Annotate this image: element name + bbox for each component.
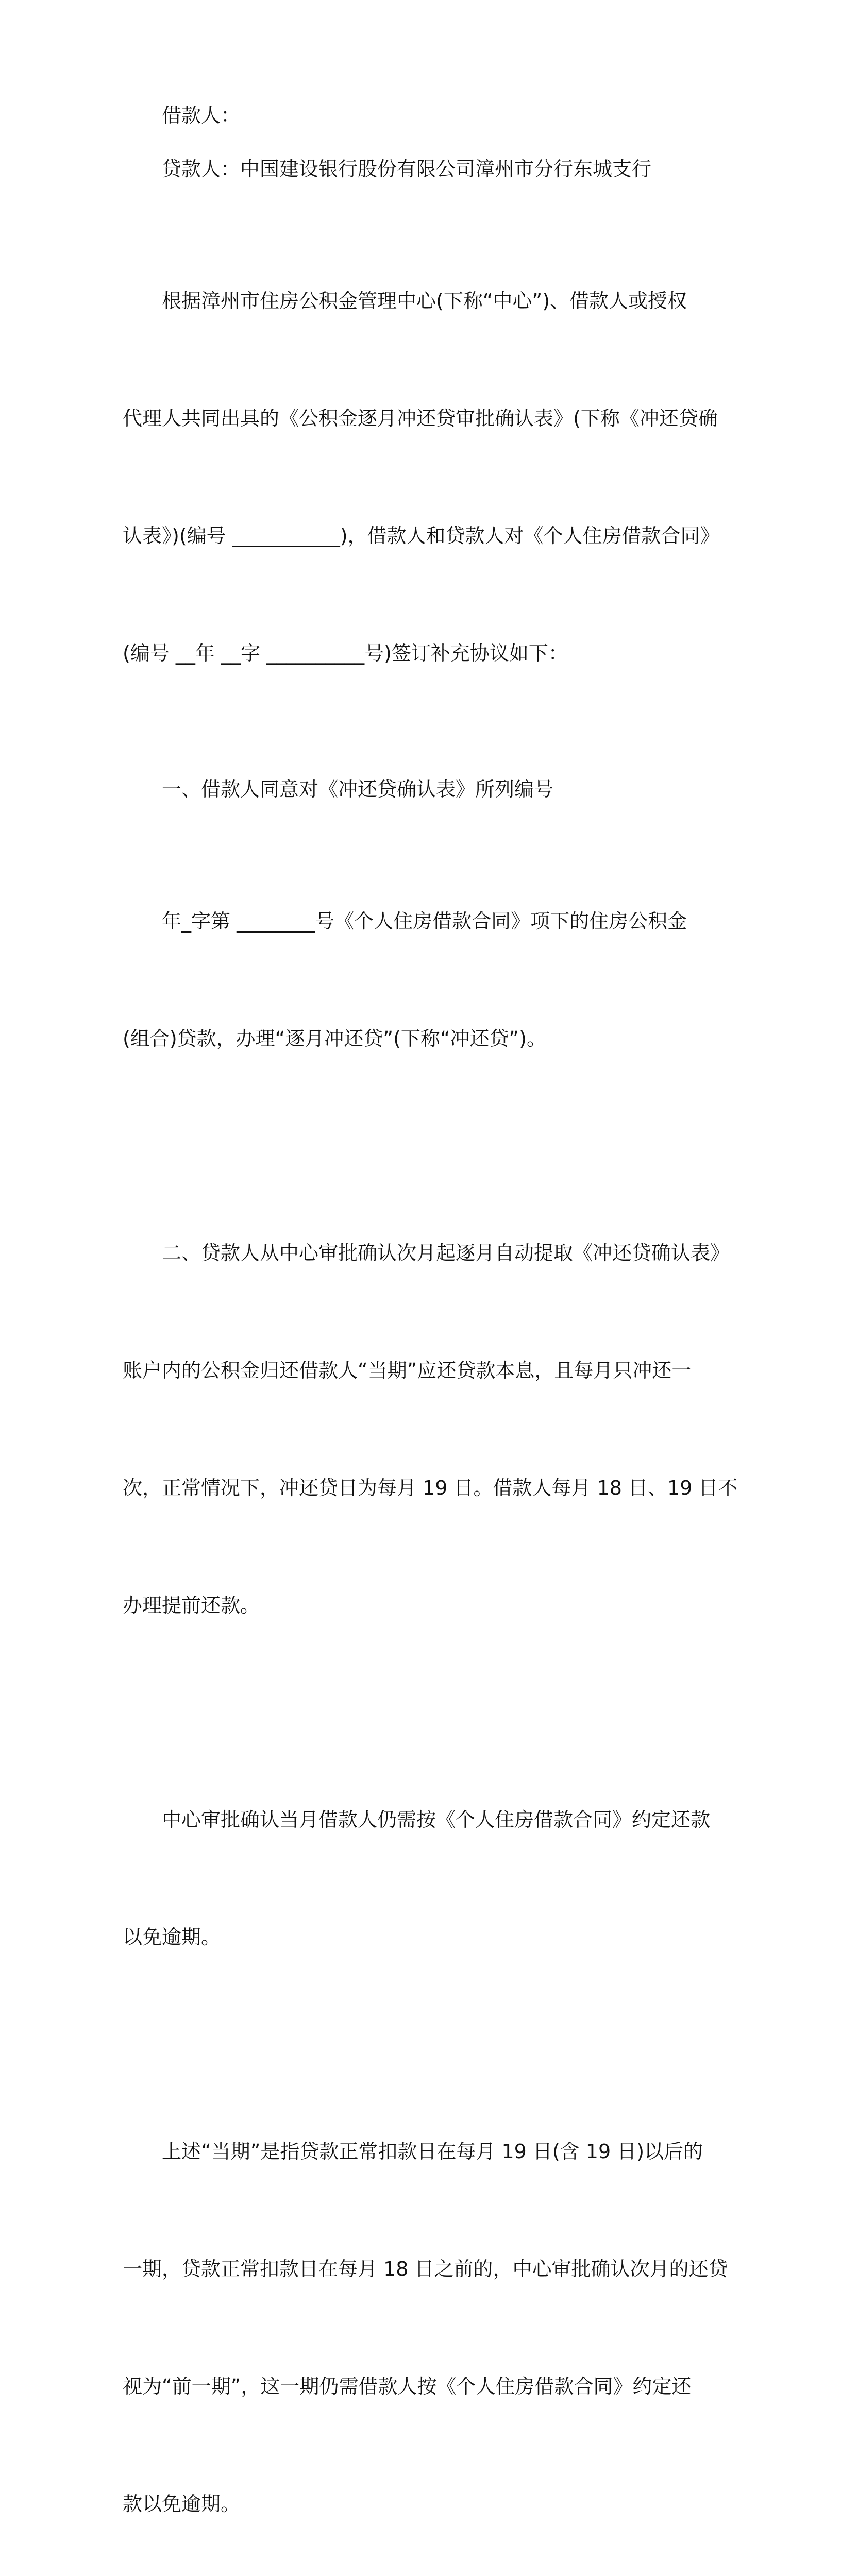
intro-line: (编号 __年 __字 __________号)签订补充协议如下：: [123, 642, 568, 665]
period-note-paragraph: [123, 2054, 728, 2576]
clause2-line: 办理提前还款。: [123, 1594, 260, 1617]
center-note-line: 以免逾期。: [123, 1926, 221, 1948]
period-note-line: 款以免逾期。: [123, 2493, 241, 2515]
intro-line: 代理人共同出具的《公积金逐月冲还贷审批确认表》(下称《冲还贷确: [123, 407, 718, 430]
intro-line: 认表》)(编号 ___________)，借款人和贷款人对《个人住房借款合同》: [123, 524, 720, 547]
period-note-line: 一期，贷款正常扣款日在每月 18 日之前的，中心审批确认次月的还贷: [123, 2258, 728, 2280]
intro-line: 根据漳州市住房公积金管理中心(下称“中心”)、借款人或授权: [162, 290, 687, 312]
clause1-line: 年_字第 ________号《个人住房借款合同》项下的住房公积金: [162, 910, 687, 933]
center-note-paragraph: [123, 1722, 722, 2035]
center-note-line: 中心审批确认当月借款人仍需按《个人住房借款合同》约定还款: [162, 1808, 711, 1831]
clause1-line: (组合)贷款，办理“逐月冲还贷”(下称“冲还贷”)。: [123, 1027, 547, 1050]
clause2-line: 二、贷款人从中心审批确认次月起逐月自动提取《冲还贷确认表》: [162, 1242, 730, 1264]
borrower-line: 借款人：: [162, 104, 241, 127]
intro-paragraph: [123, 203, 722, 751]
lender-line: 贷款人：中国建设银行股份有限公司漳州市分行东城支行: [162, 158, 652, 180]
clause2-line: 账户内的公积金归还借款人“当期”应还贷款本息，且每月只冲还一: [123, 1359, 692, 1382]
clause2-paragraph: [123, 1155, 738, 1703]
clause1-title: 一、借款人同意对《冲还贷确认表》所列编号: [162, 778, 554, 801]
period-note-line: 视为“前一期”，这一期仍需借款人按《个人住房借款合同》约定还: [123, 2375, 692, 2398]
period-note-line: 上述“当期”是指贷款正常扣款日在每月 19 日(含 19 日)以后的: [162, 2140, 703, 2163]
clause1-paragraph: [123, 823, 722, 1137]
clause2-line: 次，正常情况下，冲还贷日为每月 19 日。借款人每月 18 日、19 日不: [123, 1477, 738, 1499]
document-body: [123, 96, 738, 2576]
